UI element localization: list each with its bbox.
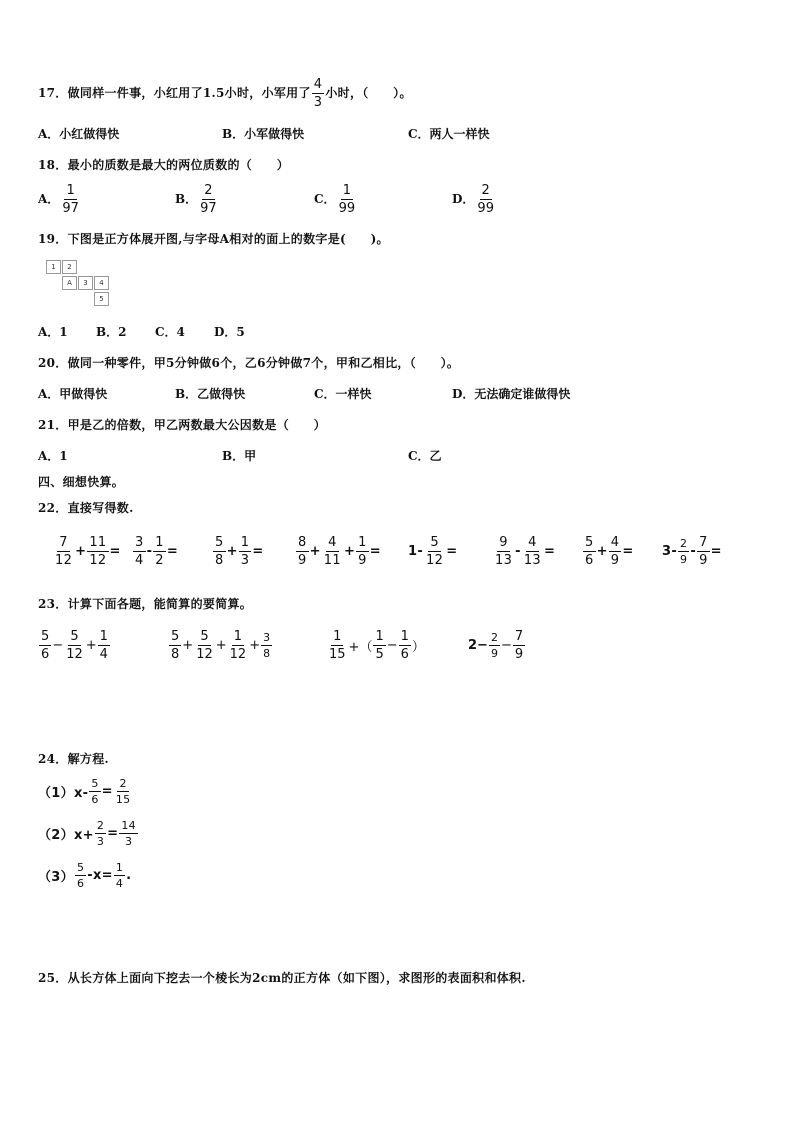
q22-item-7: $\frac{5}{6}$ + $\frac{4}{9}$ =	[585, 535, 634, 568]
q21-option-b: B．甲	[222, 449, 257, 463]
q18-option-b: B． $\frac{2}{97}$	[175, 183, 217, 216]
question-21: 21．甲是乙的倍数，甲乙两数最大公因数是（ ）	[38, 418, 326, 432]
net-face-5: 5	[94, 292, 109, 306]
question-22: 22．直接写得数.	[38, 501, 134, 515]
net-face-a: A	[62, 276, 77, 290]
q22-item-1: $\frac{7}{12}$ + $\frac{11}{12}$ =	[55, 535, 121, 568]
q23-expression-3: $\frac{1}{15}$ +（ $\frac{1}{5}$ − $\frac{1}{6}$ ）	[329, 629, 425, 662]
question-17	[38, 78, 412, 109]
q22-item-6: $\frac{9}{13}$ - $\frac{4}{13}$ =	[495, 535, 556, 568]
q18-option-c: C． $\frac{1}{99}$	[314, 183, 356, 216]
q23-expression-2: $\frac{5}{8}$ + $\frac{5}{12}$ + $\frac{1}{12}$ + $\frac{3}{8}$	[171, 629, 271, 662]
q22-item-5: 1- $\frac{5}{12}$ =	[408, 535, 458, 568]
q19-option-d: D．5	[214, 325, 245, 339]
question-19: 19．下图是正方体展开图,与字母A相对的面上的数字是( )。	[38, 232, 389, 246]
q22-item-3: $\frac{5}{8}$ + $\frac{1}{3}$ =	[215, 535, 264, 568]
q17-fraction: $\frac{4}{3}$	[313, 77, 323, 110]
question-18: 18．最小的质数是最大的两位质数的（ ）	[38, 158, 290, 172]
q21-option-c: C．乙	[408, 449, 442, 463]
q18-option-a: A． $\frac{1}{97}$	[38, 183, 79, 216]
q20-option-d: D．无法确定谁做得快	[452, 387, 571, 401]
section-4-heading: 四、细想快算。	[38, 475, 125, 489]
net-face-1: 1	[46, 260, 61, 274]
q17-text-pre: 17．做同样一件事，小红用了1.5小时，小军用了	[38, 86, 311, 100]
q20-option-b: B．乙做得快	[175, 387, 246, 401]
net-face-4: 4	[94, 276, 109, 290]
q17-option-a: A．小红做得快	[38, 127, 120, 141]
cube-net-figure	[46, 260, 126, 310]
q17-option-b: B．小军做得快	[222, 127, 305, 141]
q20-option-a: A．甲做得快	[38, 387, 108, 401]
q19-option-a: A．1	[38, 325, 68, 339]
q17-text-post: 小时，（ ）。	[325, 86, 412, 100]
q20-option-c: C．一样快	[314, 387, 372, 401]
q23-expression-4: 2− $\frac{2}{9}$ − $\frac{7}{9}$	[468, 629, 524, 662]
question-24: 24．解方程.	[38, 752, 109, 766]
question-20: 20．做同一种零件，甲5分钟做6个，乙6分钟做7个，甲和乙相比，（ ）。	[38, 356, 460, 370]
q19-option-b: B．2	[96, 325, 127, 339]
question-25: 25．从长方体上面向下挖去一个棱长为2cm的正方体（如下图），求图形的表面积和体积.	[38, 971, 526, 985]
question-23: 23．计算下面各题，能简算的要简算。	[38, 597, 253, 611]
q19-option-c: C．4	[155, 325, 185, 339]
q24-equation-3: （3） $\frac{5}{6}$ -x= $\frac{1}{4}$ .	[38, 861, 132, 890]
net-face-3: 3	[78, 276, 93, 290]
q18-option-d: D． $\frac{2}{99}$	[452, 183, 494, 216]
q22-item-8: 3- $\frac{2}{9}$ - $\frac{7}{9}$ =	[662, 535, 722, 568]
q22-item-4: $\frac{8}{9}$ + $\frac{4}{11}$ + $\frac{1}{9}$ =	[298, 535, 381, 568]
q24-equation-1: （1）x- $\frac{5}{6}$ = $\frac{2}{15}$	[38, 777, 131, 806]
net-face-2: 2	[62, 260, 77, 274]
q17-option-c: C．两人一样快	[408, 127, 490, 141]
q22-item-2: $\frac{3}{4}$ - $\frac{1}{2}$ =	[135, 535, 179, 568]
q24-equation-2: （2）x+ $\frac{2}{3}$ = $\frac{14}{3}$	[38, 819, 136, 848]
q23-expression-1: $\frac{5}{6}$ − $\frac{5}{12}$ + $\frac{1}{4}$	[41, 629, 108, 662]
q21-option-a: A．1	[38, 449, 68, 463]
